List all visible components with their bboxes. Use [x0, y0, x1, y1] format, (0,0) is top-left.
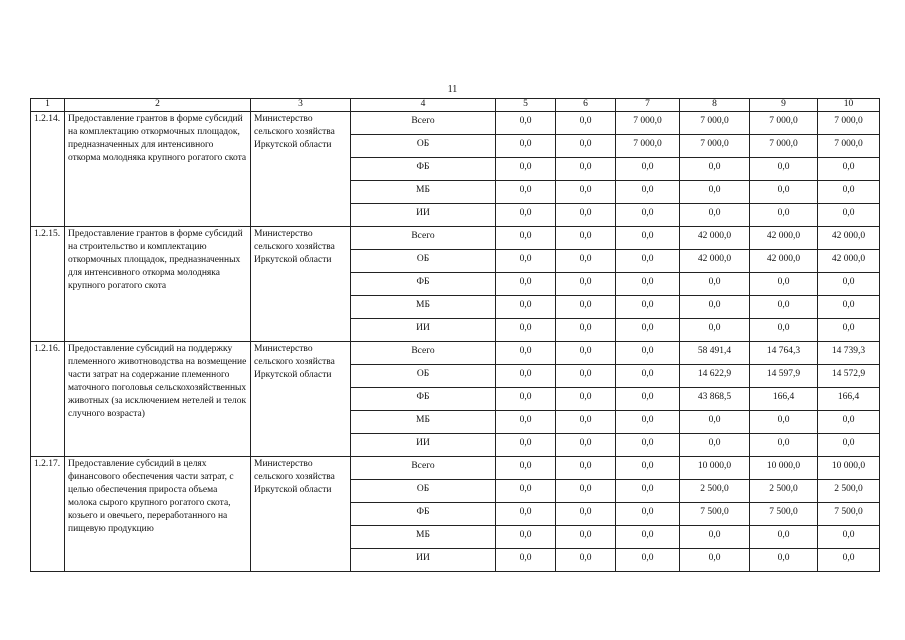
funding-source: ОБ [351, 250, 496, 273]
value-cell: 0,0 [750, 158, 818, 181]
funding-source: ИИ [351, 549, 496, 572]
value-cell: 166,4 [818, 388, 880, 411]
value-cell: 0,0 [556, 457, 616, 480]
column-header: 7 [616, 99, 680, 112]
column-header: 8 [680, 99, 750, 112]
value-cell: 0,0 [496, 158, 556, 181]
value-cell: 10 000,0 [680, 457, 750, 480]
value-cell: 7 000,0 [616, 135, 680, 158]
value-cell: 0,0 [818, 549, 880, 572]
column-header: 2 [65, 99, 251, 112]
funding-source: Всего [351, 227, 496, 250]
funding-source: ФБ [351, 388, 496, 411]
value-cell: 0,0 [680, 158, 750, 181]
value-cell: 0,0 [616, 319, 680, 342]
value-cell: 2 500,0 [818, 480, 880, 503]
value-cell: 0,0 [556, 526, 616, 549]
value-cell: 0,0 [556, 480, 616, 503]
value-cell: 0,0 [616, 411, 680, 434]
value-cell: 43 868,5 [680, 388, 750, 411]
funding-source: ОБ [351, 480, 496, 503]
value-cell: 7 000,0 [616, 112, 680, 135]
column-header: 3 [251, 99, 351, 112]
value-cell: 0,0 [680, 204, 750, 227]
funding-source: ИИ [351, 434, 496, 457]
value-cell: 0,0 [616, 365, 680, 388]
value-cell: 14 739,3 [818, 342, 880, 365]
funding-source: Всего [351, 342, 496, 365]
value-cell: 0,0 [496, 250, 556, 273]
value-cell: 0,0 [616, 250, 680, 273]
value-cell: 0,0 [818, 434, 880, 457]
column-number-row [31, 99, 880, 112]
value-cell: 0,0 [496, 135, 556, 158]
value-cell: 0,0 [616, 434, 680, 457]
row-org: Министерство сельского хозяйства Иркутской области [251, 227, 351, 342]
value-cell: 7 000,0 [818, 112, 880, 135]
value-cell: 0,0 [680, 181, 750, 204]
funding-source: ФБ [351, 273, 496, 296]
value-cell: 0,0 [616, 388, 680, 411]
value-cell: 0,0 [616, 457, 680, 480]
value-cell: 14 764,3 [750, 342, 818, 365]
value-cell: 0,0 [556, 296, 616, 319]
value-cell: 0,0 [496, 434, 556, 457]
value-cell: 2 500,0 [680, 480, 750, 503]
value-cell: 7 000,0 [818, 135, 880, 158]
row-org: Министерство сельского хозяйства Иркутской области [251, 112, 351, 227]
value-cell: 0,0 [496, 480, 556, 503]
value-cell: 0,0 [496, 181, 556, 204]
value-cell: 0,0 [818, 273, 880, 296]
value-cell: 0,0 [496, 296, 556, 319]
funding-source: МБ [351, 181, 496, 204]
value-cell: 42 000,0 [750, 227, 818, 250]
table-row [31, 457, 880, 480]
table-row [31, 227, 880, 250]
value-cell: 14 572,9 [818, 365, 880, 388]
value-cell: 0,0 [818, 526, 880, 549]
value-cell: 7 000,0 [750, 112, 818, 135]
value-cell: 0,0 [556, 181, 616, 204]
value-cell: 0,0 [496, 411, 556, 434]
value-cell: 0,0 [680, 296, 750, 319]
value-cell: 0,0 [556, 319, 616, 342]
value-cell: 0,0 [750, 549, 818, 572]
funding-source: ОБ [351, 135, 496, 158]
row-code: 1.2.17. [31, 457, 65, 572]
value-cell: 0,0 [556, 227, 616, 250]
funding-source: МБ [351, 411, 496, 434]
row-name: Предоставление субсидий в целях финансового обеспечения части затрат, с целью обеспечения прироста объема молока сырого крупного рогатого скота, козьего и овечьего, переработанного на пищевую продукцию [65, 457, 251, 572]
value-cell: 0,0 [680, 434, 750, 457]
value-cell: 0,0 [616, 204, 680, 227]
funding-source: Всего [351, 457, 496, 480]
row-name: Предоставление грантов в форме субсидий на комплектацию откормочных площадок, предназначенных для интенсивного откорма молодняка крупного рогатого скота [65, 112, 251, 227]
value-cell: 7 000,0 [680, 135, 750, 158]
column-header: 6 [556, 99, 616, 112]
value-cell: 0,0 [680, 411, 750, 434]
value-cell: 42 000,0 [680, 227, 750, 250]
value-cell: 0,0 [556, 503, 616, 526]
row-name: Предоставление субсидий на поддержку племенного животноводства на возмещение части затрат на содержание племенного маточного поголовья сельскохозяйственных животных (за исключением нетелей и телок случного возраста) [65, 342, 251, 457]
value-cell: 0,0 [750, 526, 818, 549]
table-body [31, 112, 880, 572]
page-number: 11 [447, 84, 458, 95]
column-header: 9 [750, 99, 818, 112]
value-cell: 0,0 [556, 434, 616, 457]
value-cell: 0,0 [750, 319, 818, 342]
row-org: Министерство сельского хозяйства Иркутской области [251, 342, 351, 457]
value-cell: 0,0 [496, 503, 556, 526]
value-cell: 0,0 [496, 526, 556, 549]
value-cell: 0,0 [616, 342, 680, 365]
value-cell: 0,0 [818, 181, 880, 204]
value-cell: 0,0 [750, 411, 818, 434]
value-cell: 0,0 [616, 227, 680, 250]
value-cell: 0,0 [750, 296, 818, 319]
funding-source: МБ [351, 526, 496, 549]
funding-source: Всего [351, 112, 496, 135]
value-cell: 7 500,0 [750, 503, 818, 526]
value-cell: 0,0 [680, 549, 750, 572]
value-cell: 0,0 [818, 204, 880, 227]
value-cell: 7 000,0 [750, 135, 818, 158]
value-cell: 0,0 [680, 319, 750, 342]
row-code: 1.2.14. [31, 112, 65, 227]
value-cell: 0,0 [818, 319, 880, 342]
value-cell: 0,0 [750, 181, 818, 204]
value-cell: 0,0 [496, 273, 556, 296]
table-row [31, 112, 880, 135]
value-cell: 42 000,0 [680, 250, 750, 273]
value-cell: 0,0 [616, 181, 680, 204]
value-cell: 0,0 [556, 112, 616, 135]
column-header: 5 [496, 99, 556, 112]
funding-source: ФБ [351, 503, 496, 526]
value-cell: 0,0 [556, 549, 616, 572]
column-header: 10 [818, 99, 880, 112]
value-cell: 0,0 [616, 503, 680, 526]
value-cell: 0,0 [496, 342, 556, 365]
value-cell: 0,0 [616, 549, 680, 572]
value-cell: 7 500,0 [680, 503, 750, 526]
value-cell: 0,0 [496, 365, 556, 388]
value-cell: 0,0 [556, 135, 616, 158]
value-cell: 0,0 [496, 227, 556, 250]
value-cell: 0,0 [496, 204, 556, 227]
value-cell: 0,0 [616, 526, 680, 549]
funding-source: МБ [351, 296, 496, 319]
value-cell: 0,0 [616, 158, 680, 181]
value-cell: 7 500,0 [818, 503, 880, 526]
value-cell: 0,0 [750, 273, 818, 296]
value-cell: 0,0 [556, 204, 616, 227]
value-cell: 42 000,0 [750, 250, 818, 273]
value-cell: 0,0 [680, 526, 750, 549]
value-cell: 0,0 [556, 273, 616, 296]
value-cell: 0,0 [496, 457, 556, 480]
value-cell: 0,0 [556, 342, 616, 365]
row-name: Предоставление грантов в форме субсидий на строительство и комплектацию откормочных площадок, предназначенных для интенсивного откорма молодняка крупного рогатого скота [65, 227, 251, 342]
funding-source: ОБ [351, 365, 496, 388]
value-cell: 0,0 [818, 411, 880, 434]
row-code: 1.2.15. [31, 227, 65, 342]
row-code: 1.2.16. [31, 342, 65, 457]
value-cell: 42 000,0 [818, 250, 880, 273]
value-cell: 0,0 [496, 388, 556, 411]
value-cell: 0,0 [496, 319, 556, 342]
value-cell: 0,0 [496, 549, 556, 572]
value-cell: 0,0 [616, 273, 680, 296]
column-header: 1 [31, 99, 65, 112]
value-cell: 0,0 [750, 204, 818, 227]
value-cell: 166,4 [750, 388, 818, 411]
value-cell: 0,0 [556, 365, 616, 388]
value-cell: 2 500,0 [750, 480, 818, 503]
value-cell: 0,0 [556, 250, 616, 273]
value-cell: 0,0 [496, 112, 556, 135]
table-row [31, 342, 880, 365]
value-cell: 0,0 [556, 411, 616, 434]
funding-table [30, 98, 880, 572]
funding-source: ИИ [351, 319, 496, 342]
value-cell: 0,0 [818, 158, 880, 181]
column-header: 4 [351, 99, 496, 112]
value-cell: 42 000,0 [818, 227, 880, 250]
funding-source: ФБ [351, 158, 496, 181]
value-cell: 0,0 [556, 158, 616, 181]
value-cell: 0,0 [750, 434, 818, 457]
value-cell: 0,0 [616, 480, 680, 503]
value-cell: 7 000,0 [680, 112, 750, 135]
row-org: Министерство сельского хозяйства Иркутской области [251, 457, 351, 572]
value-cell: 0,0 [680, 273, 750, 296]
value-cell: 0,0 [616, 296, 680, 319]
value-cell: 0,0 [556, 388, 616, 411]
value-cell: 58 491,4 [680, 342, 750, 365]
value-cell: 14 622,9 [680, 365, 750, 388]
value-cell: 10 000,0 [750, 457, 818, 480]
funding-source: ИИ [351, 204, 496, 227]
value-cell: 14 597,9 [750, 365, 818, 388]
value-cell: 0,0 [818, 296, 880, 319]
value-cell: 10 000,0 [818, 457, 880, 480]
